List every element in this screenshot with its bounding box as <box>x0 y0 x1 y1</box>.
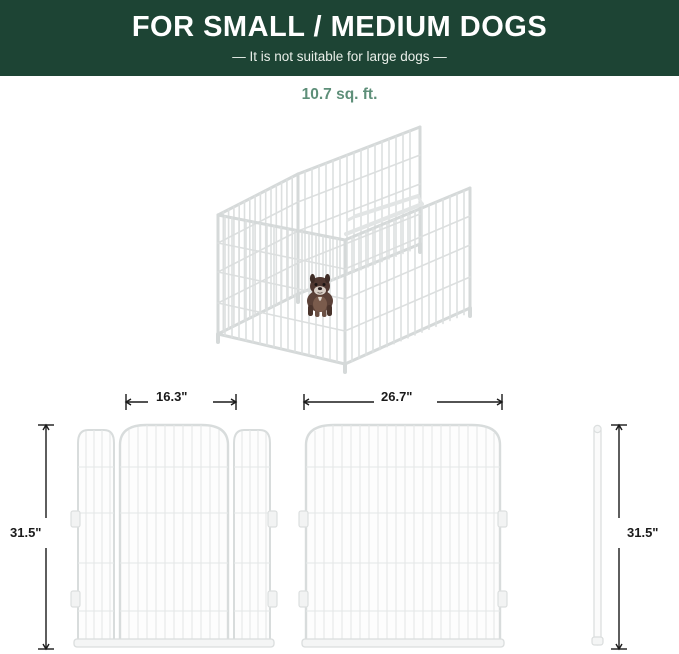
dimension-label-height-left: 31.5" <box>10 525 42 540</box>
french-bulldog-illustration <box>296 271 346 319</box>
wide-panel-graphic <box>299 425 507 647</box>
area-label: 10.7 sq. ft. <box>301 86 378 103</box>
page-title: FOR SMALL / MEDIUM DOGS <box>131 10 548 43</box>
panel-dimension-diagram <box>0 383 679 654</box>
dimension-label-height-right: 31.5" <box>627 525 659 540</box>
playpen-3d-illustration <box>170 112 510 377</box>
dimension-label-wide-width: 26.7" <box>381 389 413 404</box>
page-subtitle: — It is not suitable for large dogs — <box>232 49 447 65</box>
vertical-post-graphic <box>592 425 603 645</box>
narrow-panel-graphic <box>71 425 277 647</box>
header-banner <box>0 0 679 76</box>
dimension-label-narrow-width: 16.3" <box>156 389 188 404</box>
